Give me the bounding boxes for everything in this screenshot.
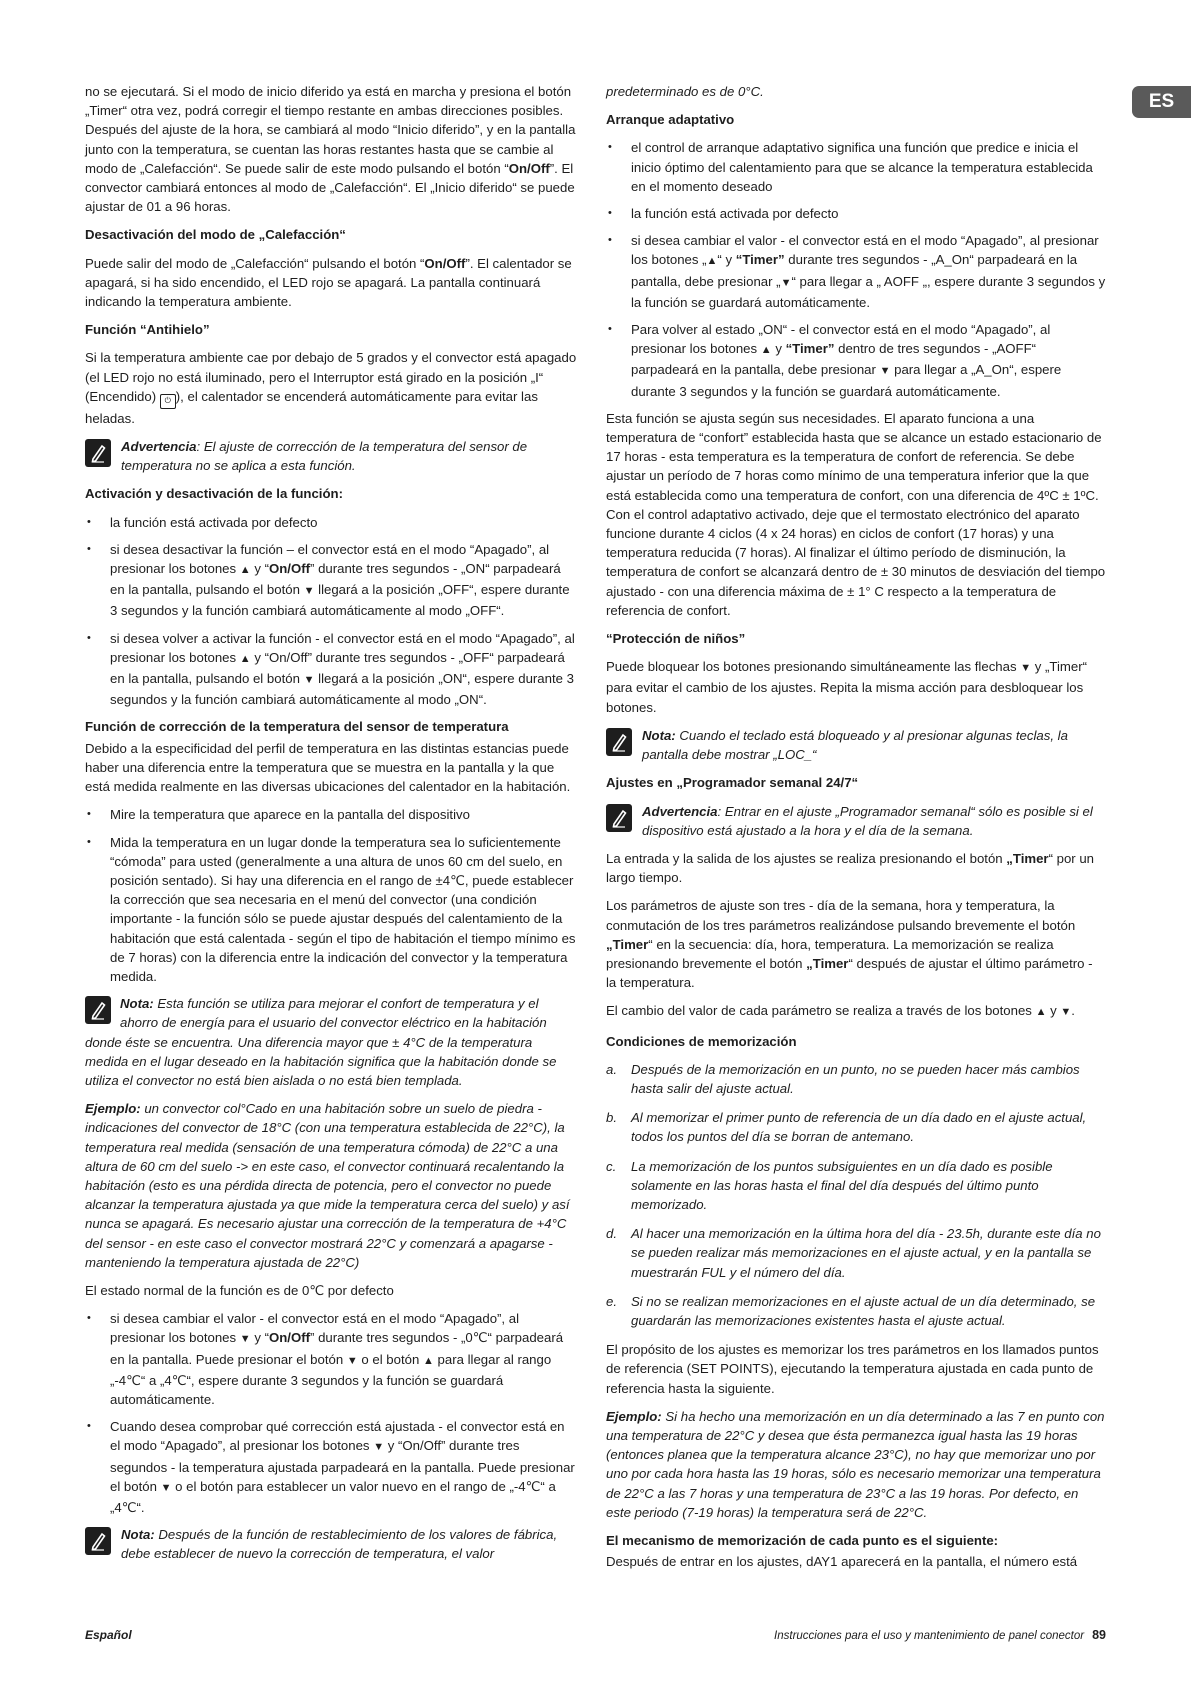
paragraph-correction: Debido a la especificidad del perfil de temperatura en las distintas estancias puede haber una diferencia entre la temperatura que se muestra en la pantalla y la que está medida realmente en las diversas ubicaciones del calentador en la habitación. (85, 740, 571, 795)
heading-adaptive-start: Arranque adaptativo (606, 112, 735, 128)
heading-weekly-programmer: Ajustes en „Programador semanal 24/7“ (606, 775, 859, 791)
list-item: • Mida la temperatura en un lugar donde la temperatura sea lo suficientemente “cómoda” para usted (generalmente a una altura de unos 60 cm del suelo, en posición sentado). Si hay una diferencia en el rango de ±4℃, puede establecer la corrección que sea necesaria en el menú del convector (una condición importante - la función sólo se puede ajustar después del calentamiento de la habitación que está calentada - según el tipo de habitación el tiempo mínimo es de 7 horas) con la diferencia entre la indicación del convector y la temperatura medida. (85, 833, 577, 987)
pencil-icon (606, 804, 632, 832)
up-arrow-icon: ▲ (239, 564, 251, 577)
standby-icon: ⏻ (160, 394, 176, 409)
list-item: • Para volver al estado „ON“ - el convector está en el modo “Apagado”, al presionar los botones ▲ y “Timer” dentro de tres segundos - „AOFF“ parpadeará en la pantalla, debe presionar ▼ para llegar a „A_On“, espere durante 3 segundos y la función se guardará automáticamente. (606, 320, 1106, 401)
down-arrow-icon: ▼ (239, 1333, 251, 1346)
list-item: • si desea cambiar el valor - el convector está en el modo “Apagado”, al presionar los botones ▼ y “On/Off” durante tres segundos - „0℃“ parpadeará en la pantalla. Puede presionar el botón ▼ o el botón ▲ para llegar al rango „-4℃“ a „4℃“, espere durante 3 segundos y la función se guardará automáticamente. (85, 1309, 577, 1409)
language-badge: ES (1132, 86, 1191, 118)
default-list (85, 1309, 577, 1517)
list-item: • Mire la temperatura que aparece en la pantalla del dispositivo (85, 805, 577, 824)
list-item: • si desea volver a activar la función - el convector está en el modo “Apagado”, al presionar los botones ▲ y “On/Off” durante tres segundos - „OFF“ parpadeará en la pantalla, pulsando el botón ▼ llegará a la posición „ON“, espere durante 3 segundos y la función cambiará automáticamente al modo „ON“. (85, 629, 577, 710)
list-item: a. Después de la memorización en un punto, no se pueden hacer más cambios hasta salir del ajuste actual. (606, 1061, 1080, 1096)
example-1: Ejemplo: un convector col°Cado en una habitación sobre un suelo de piedra - indicaciones del convector de 18°C (con una temperatura establecida de 22°C), la temperatura real medida (sensación de una temperatura cómoda) de 22°C a una altura de 60 cm del suelo -> en este caso, el convector continuará recalentando la habitación (esto es una pérdida directa de potencia, pero el convector no puede alcanzar la temperatura ajustada ya que mide la temperatura cerca del suelo) y así nunca se apagará. Es necesario ajustar una corrección de la temperatura de +4°C del sensor - en este caso el convector mostrará 22°C y comenzará a apagarse - manteniendo la temperatura ajustada de 22°C) (85, 1101, 570, 1270)
note-3: Nota: Cuando el teclado está bloqueado y al presionar algunas teclas, la pantalla debe mostrar „LOC_“ (606, 726, 1106, 764)
left-column (85, 82, 577, 1573)
up-arrow-icon: ▲ (706, 255, 718, 268)
down-arrow-icon: ▼ (346, 1354, 358, 1367)
paragraph-adaptive: Esta función se ajusta según sus necesidades. El aparato funciona a una temperatura de “confort” establecida hasta que se alcance un estado estacionario de 17 horas - esta temperatura es la temperatura de confort de referencia. Se debe ajustar un período de 7 horas como mínimo de una temperatura inferior que la que está establecida como una temperatura de confort, con una diferencia de 4ºC ± 1ºC. Con el control adaptativo activado, deje que el termostato electrónico del aparato funcione durante 4 ciclos (4 x 24 horas) en ciclos de confort (17 horas) y una temperatura reducida (7 horas). Al finalizar el último período de disminución, la temperatura de confort se alcanzará dentro de ± 30 minutos de desviación del tiempo ajustado - con una diferencia máxima de ± 1° C respecto a la temperatura de referencia de confort. (606, 410, 1106, 618)
down-arrow-icon: ▼ (879, 365, 891, 378)
note-2: Nota: Después de la función de restablecimiento de los valores de fábrica, debe establecer de nuevo la corrección de temperatura, el valor (85, 1525, 577, 1563)
footer-language: Español (85, 1628, 132, 1642)
heading-antifreeze: Función “Antihielo” (85, 322, 210, 338)
pencil-icon (85, 996, 111, 1024)
up-arrow-icon: ▲ (1035, 1006, 1047, 1019)
paragraph-entry: La entrada y la salida de los ajustes se realiza presionando el botón „Timer“ por un largo tiempo. (606, 850, 1095, 886)
heading-mechanism: El mecanismo de memorización de cada punto es el siguiente: (606, 1533, 999, 1548)
memorization-list (606, 1060, 1106, 1330)
down-arrow-icon: ▼ (303, 674, 315, 687)
list-item: • si desea desactivar la función – el convector está en el modo “Apagado”, al presionar los botones ▲ y “On/Off” durante tres segundos - „ON“ parpadeará en la pantalla, pulsando el botón ▼ llegará a la posición „OFF“, espere durante 3 segundos y la función cambiará automáticamente al modo „OFF“. (85, 540, 577, 621)
pencil-icon (606, 728, 632, 756)
down-arrow-icon: ▼ (303, 585, 315, 598)
down-arrow-icon: ▼ (1060, 1006, 1072, 1019)
down-arrow-icon: ▼ (373, 1441, 385, 1454)
heading-activation: Activación y desactivación de la función: (85, 486, 343, 502)
paragraph-default-continued: predeterminado es de 0°C. (606, 84, 764, 99)
paragraph-default-state: El estado normal de la función es de 0℃ por defecto (85, 1282, 394, 1298)
paragraph-last: Después de entrar en los ajustes, dAY1 aparecerá en la pantalla, el número está (606, 1554, 1078, 1570)
heading-child-lock: “Protección de niños” (606, 631, 746, 647)
footer-title: Instrucciones para el uso y mantenimiento de panel conector 89 (774, 1628, 1106, 1642)
up-arrow-icon: ▲ (760, 344, 772, 357)
list-item: • la función está activada por defecto (85, 513, 577, 532)
list-item: c. La memorización de los puntos subsiguientes en un día dado es posible solamente en las horas hasta el final del día después del último punto memorizado. (606, 1158, 1053, 1212)
list-item: e. Si no se realizan memorizaciones en el ajuste actual de un día determinado, se guardarán las memorizaciones existentes hasta el ajuste actual. (606, 1293, 1096, 1328)
paragraph-value-change: El cambio del valor de cada parámetro se realiza a través de los botones ▲ y ▼. (606, 1003, 1075, 1019)
page-number: 89 (1092, 1628, 1106, 1642)
down-arrow-icon: ▼ (160, 1481, 172, 1494)
example-2: Ejemplo: Si ha hecho una memorización en un día determinado a las 7 en punto con una temperatura de 22°C y desea que ésta permanezca igual hasta las 19 horas (entonces planea que la temperatura alcance 23°C), no hay que memorizar uno por uno por cada hora hasta las 19 horas, sólo es necesario memorizar una temperatura de 22°C a las 7 horas y una temperatura de 23°C a las 19 horas. Por defecto, en este periodo (7-19 horas) la temperatura será de 22°C. (606, 1408, 1105, 1520)
up-arrow-icon: ▲ (239, 652, 251, 665)
warning-note-2: Advertencia: Entrar en el ajuste „Programador semanal“ sólo es posible si el dispositivo está ajustado a la hora y el día de la semana. (606, 802, 1106, 840)
heading-correction: Función de corrección de la temperatura del sensor de temperatura (85, 719, 509, 735)
down-arrow-icon: ▼ (780, 276, 792, 289)
list-item: • el control de arranque adaptativo significa una función que predice e inicia el inicio óptimo del calentamiento para que se alcance la temperatura establecida en el momento deseado (606, 138, 1106, 196)
pencil-icon (85, 439, 111, 467)
adaptive-list (606, 138, 1106, 400)
up-arrow-icon: ▲ (422, 1354, 434, 1367)
correction-list (85, 805, 577, 986)
heading-memorization-conditions: Condiciones de memorización (606, 1033, 797, 1049)
paragraph-antifreeze: Si la temperatura ambiente cae por debajo de 5 grados y el convector está apagado (el LED rojo no está iluminado, pero el Interruptor está girado en la posición „I“ (Encendido) ⏻ ), el calentador se encenderá automáticamente para evitar las heladas. (85, 350, 577, 426)
warning-note-1: Advertencia: El ajuste de corrección de la temperatura del sensor de temperatura no se aplica a esta función. (85, 437, 577, 475)
note-1: Nota: Esta función se utiliza para mejorar el confort de temperatura y el ahorro de energía para el usuario del convector eléctrico en la habitación donde éste se encuentra. Una diferencia mayor que ± 4°C de la temperatura medida en el lugar deseado en la habitación significa que la habitación donde se utiliza el convector no está bien aislada o no está bien templada. (85, 996, 557, 1088)
pencil-icon (85, 1527, 111, 1555)
list-item: • la función está activada por defecto (606, 204, 1106, 223)
activation-list (85, 513, 577, 710)
paragraph-parameters: Los parámetros de ajuste son tres - día de la semana, hora y temperatura, la conmutación de los tres parámetros realizándose pulsando brevemente el botón „Timer“ en la secuencia: día, hora, temperatura. La memorización se realiza presionando brevemente el botón „Timer“ después de ajustar el último parámetro - la temperatura. (606, 898, 1093, 991)
down-arrow-icon: ▼ (1020, 662, 1032, 675)
list-item: d. Al hacer una memorización en la última hora del día - 23.5h, durante este día no se pueden realizar más memorizaciones en el ajuste actual, y en la pantalla se muestrarán FUL y el número del día. (606, 1226, 1101, 1280)
list-item: • si desea cambiar el valor - el convector está en el modo “Apagado”, al presionar los botones „▲“ y “Timer” durante tres segundos - „A_On“ parpadeará en la pantalla, debe presionar „▼“ para llegar a „ AOFF „, espere durante 3 segundos y la función se guardará automáticamente. (606, 231, 1106, 312)
list-item: b. Al memorizar el primer punto de referencia de un día dado en el ajuste actual, todos los puntos del día se borran de antemano. (606, 1110, 1087, 1145)
paragraph-delayed-start-continued: no se ejecutará. Si el modo de inicio diferido ya está en marcha y presiona el botón „Timer“ otra vez, podrá corregir el tiempo restante en ambas direcciones posibles. Después del ajuste de la hora, se cambiará al modo “Inicio diferido”, y en la pantalla junto con la temperatura, se cuentan las horas restantes hasta que se cambie al modo de „Calefacción“. Se puede salir de este modo pulsando el botón “On/Off”. El convector cambiará entonces al modo de „Calefacción“. El „Inicio diferido“ se puede ajustar de 01 a 96 horas. (85, 84, 576, 215)
paragraph-child-lock: Puede bloquear los botones presionando simultáneamente las flechas ▼ y „Timer“ para evitar el cambio de los ajustes. Repita la misma acción para desbloquear los botones. (606, 659, 1088, 715)
right-column (606, 82, 1106, 1580)
heading-heating-deactivation: Desactivación del modo de „Calefacción“ (85, 227, 346, 243)
list-item: • Cuando desea comprobar qué corrección está ajustada - el convector está en el modo “Apagado”, al presionar los botones ▼ y “On/Off” durante tres segundos - la temperatura ajustada parpadeará en la pantalla. Puede presionar el botón ▼ o el botón para establecer un valor nuevo en el rango de „-4℃“ a „4℃“. (85, 1417, 577, 1517)
paragraph-purpose: El propósito de los ajustes es memorizar los tres parámetros en los llamados puntos de referencia (SET POINTS), ejecutando la temperatura ajustada en cada punto de referencia hasta la siguiente. (606, 1342, 1099, 1396)
paragraph-heating-deactivation: Puede salir del modo de „Calefacción“ pulsando el botón “On/Off”. El calentador se apagará, si ha sido encendido, el LED rojo se apagará. La pantalla continuará indicando la temperatura ambiente. (85, 255, 572, 310)
